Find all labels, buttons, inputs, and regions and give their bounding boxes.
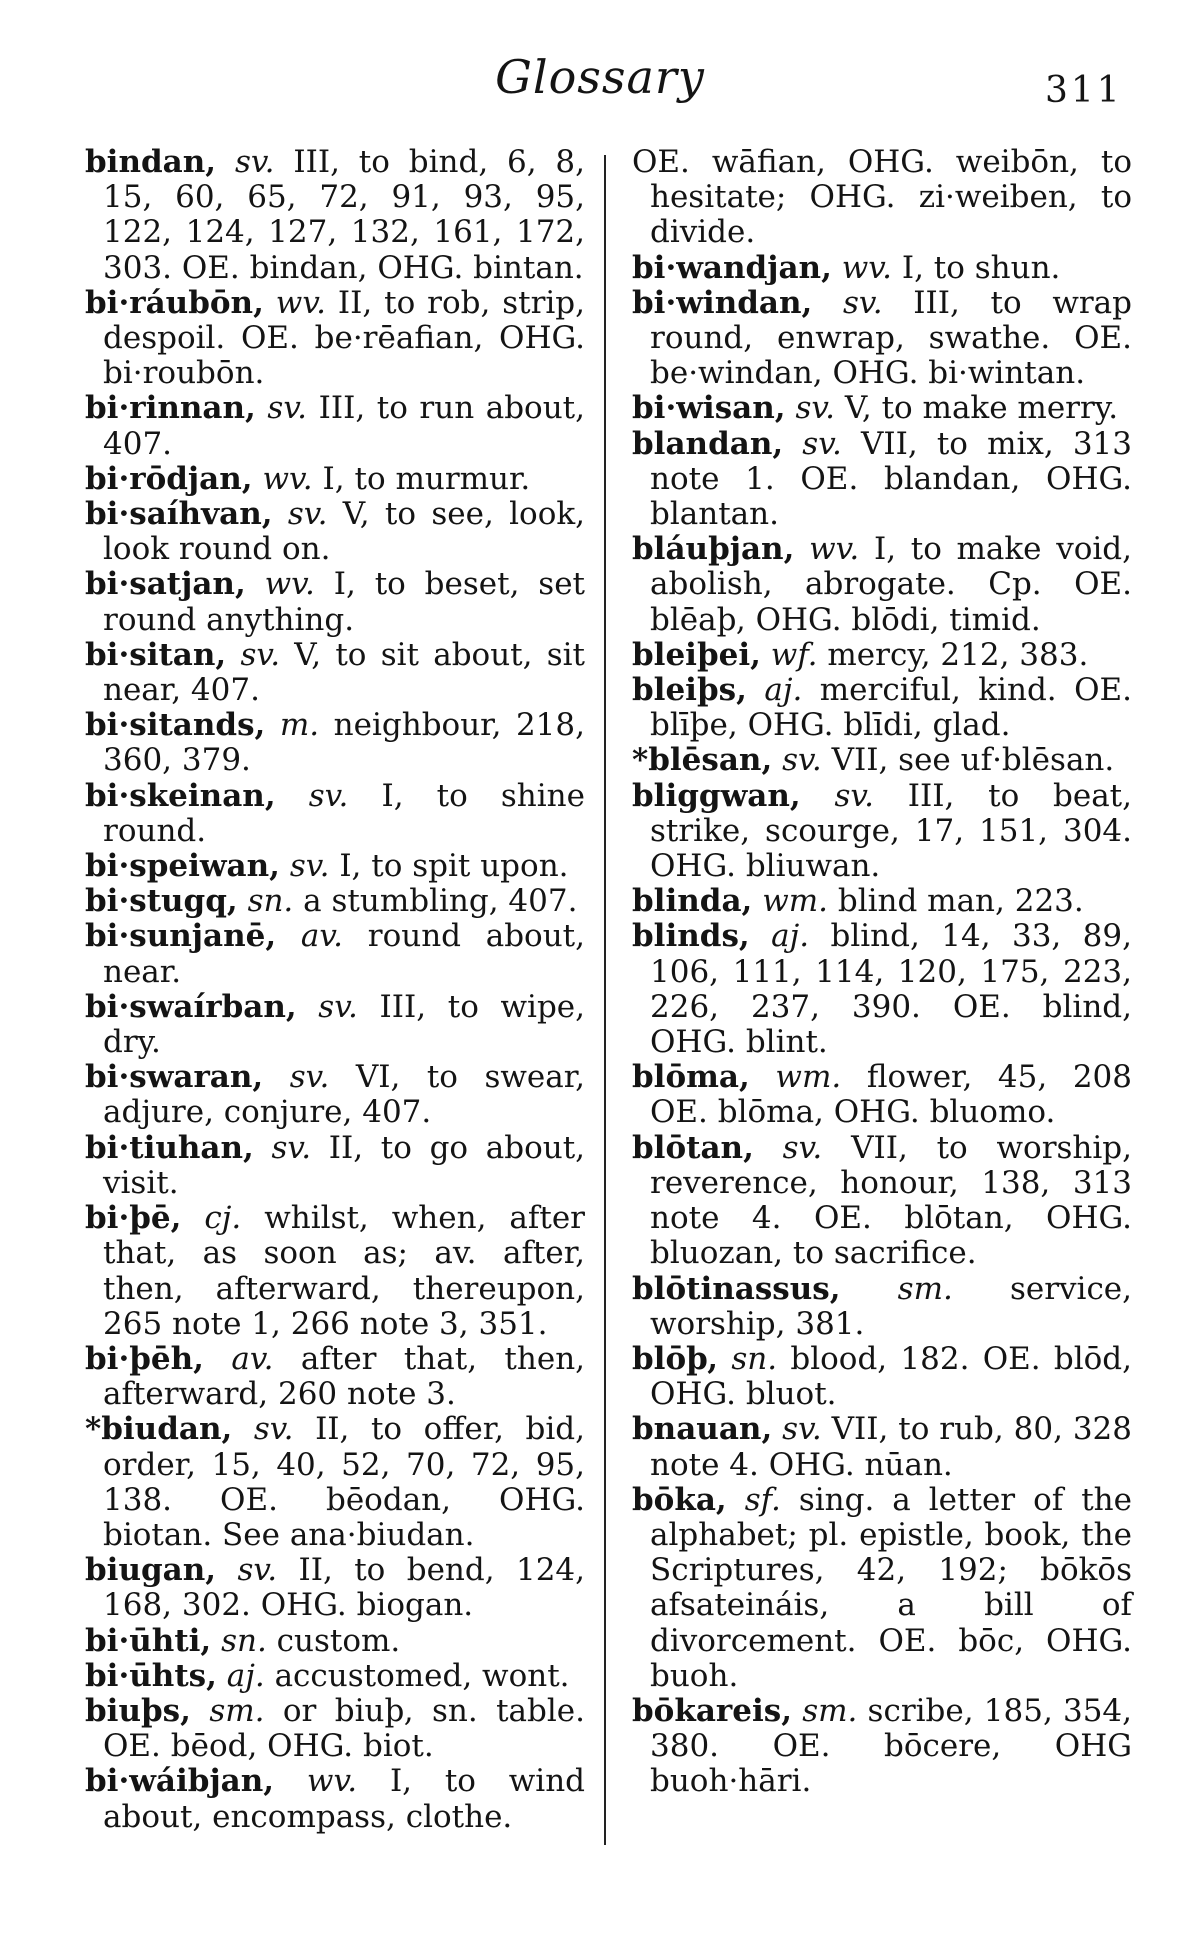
glossary-entry xyxy=(85,990,585,1060)
glossary-entry xyxy=(85,145,585,286)
entry-grammar: aj. xyxy=(771,918,810,955)
entry-grammar: sm. xyxy=(802,1692,858,1729)
glossary-left-column xyxy=(85,145,585,1835)
entry-definition: II, to go about, visit. xyxy=(103,1129,586,1201)
glossary-entry xyxy=(632,1483,1132,1694)
entry-definition: I, to shun. xyxy=(901,249,1061,286)
glossary-entry xyxy=(632,1694,1132,1800)
entry-grammar: sn. xyxy=(731,1340,778,1377)
entry-grammar: sv. xyxy=(802,425,842,462)
entry-grammar: aj. xyxy=(226,1657,265,1694)
entry-grammar: aj. xyxy=(764,672,803,709)
glossary-entry xyxy=(632,532,1132,638)
entry-grammar: m. xyxy=(279,707,320,744)
entry-grammar: wv. xyxy=(809,531,860,568)
entry-headword: bōka, xyxy=(632,1481,727,1518)
glossary-entry xyxy=(85,1764,585,1834)
entry-grammar: wm. xyxy=(762,883,828,920)
entry-definition: blood, 182. OE. blōd, OHG. bluot. xyxy=(650,1340,1133,1413)
entry-grammar: sv. xyxy=(237,1552,278,1589)
entry-grammar: cj. xyxy=(204,1200,242,1237)
entry-headword: bi·sunjanē, xyxy=(85,918,277,955)
glossary-entry xyxy=(85,1553,585,1623)
entry-headword: bindan, xyxy=(85,144,217,180)
entry-definition: accustomed, wont. xyxy=(274,1657,570,1694)
entry-definition: merciful, kind. OE. blīþe, OHG. blīdi, glad. xyxy=(650,672,1132,744)
entry-definition: I, to murmur. xyxy=(322,460,531,497)
glossary-entry xyxy=(632,1342,1132,1412)
glossary-entry xyxy=(632,743,1132,778)
entry-grammar: sf. xyxy=(744,1481,781,1518)
entry-headword: bleiþs, xyxy=(632,672,747,709)
entry-headword: bi·þēh, xyxy=(85,1340,204,1377)
entry-grammar: av. xyxy=(231,1340,274,1377)
entry-grammar: sv. xyxy=(267,390,308,427)
entry-headword: bleiþei, xyxy=(632,636,761,673)
entry-definition: after that, then, afterward, 260 note 3. xyxy=(103,1340,586,1413)
glossary-entry xyxy=(85,919,585,989)
entry-definition: blind, 14, 33, 89, 106, 111, 114, 120, 175, 223, 226, 237, 390. OE. blind, OHG. blint. xyxy=(650,918,1132,1061)
entry-headword: bi·swaírban, xyxy=(85,988,297,1025)
entry-definition: III, to bind, 6, 8, 15, 60, 65, 72, 91, 93, 95, 122, 124, 127, 132, 161, 172, 303. OE. bindan, OHG. bintan. xyxy=(103,144,586,286)
entry-definition: VII, to worship, reverence, honour, 138, 313 note 4. OE. blōtan, OHG. bluozan, to sacrifice. xyxy=(650,1129,1133,1272)
entry-headword: bi·ūhts, xyxy=(85,1657,217,1694)
glossary-entry xyxy=(632,673,1132,743)
glossary-entry xyxy=(85,884,585,919)
entry-definition: VII, to rub, 80, 328 note 4. OHG. nūan. xyxy=(650,1411,1132,1483)
entry-grammar: sv. xyxy=(782,1129,823,1166)
entry-headword: blinda, xyxy=(632,883,753,920)
entry-definition: VII, see uf·blēsan. xyxy=(831,742,1115,779)
entry-definition: III, to wrap round, enwrap, swathe. OE. be·windan, OHG. bi·wintan. xyxy=(650,284,1133,392)
entry-grammar: sv. xyxy=(318,988,358,1025)
entry-grammar: wf. xyxy=(770,636,818,673)
entry-headword: blōtan, xyxy=(632,1129,754,1166)
entry-headword: bi·þē, xyxy=(85,1200,182,1237)
entry-grammar: sv. xyxy=(240,636,281,673)
entry-grammar: wv. xyxy=(264,566,315,603)
entry-headword: bi·wáibjan, xyxy=(85,1763,275,1800)
glossary-entry xyxy=(85,1060,585,1130)
entry-definition: neighbour, 218, 360, 379. xyxy=(103,707,585,779)
entry-definition: blind man, 223. xyxy=(837,883,1084,920)
entry-definition: I, to wind about, encompass, clothe. xyxy=(103,1763,585,1835)
entry-grammar: sv. xyxy=(289,1059,330,1096)
glossary-entry xyxy=(85,391,585,461)
entry-definition: whilst, when, after that, as soon as; av. after, then, afterward, thereupon, 265 note 1, 266 note 3, 351. xyxy=(103,1200,585,1342)
entry-headword: bi·saíhvan, xyxy=(85,496,273,533)
entry-headword: bi·windan, xyxy=(632,284,813,321)
glossary-entry xyxy=(85,462,585,497)
entry-definition: VII, to mix, 313 note 1. OE. blandan, OHG. blantan. xyxy=(650,425,1132,533)
glossary-entry xyxy=(632,1272,1132,1342)
entry-headword: *biudan, xyxy=(85,1411,233,1448)
entry-headword: bi·stugq, xyxy=(85,883,238,920)
glossary-entry xyxy=(632,427,1132,533)
glossary-entry xyxy=(85,1201,585,1342)
entry-grammar: wv. xyxy=(841,249,892,286)
entry-definition: I, to shine round. xyxy=(103,777,585,849)
running-head-title: Glossary xyxy=(495,50,705,104)
entry-definition: I, to make void, abolish, abrogate. Cp. OE. blēaþ, OHG. blōdi, timid. xyxy=(650,531,1132,638)
entry-headword: bi·ráubōn, xyxy=(85,284,264,321)
entry-headword: bi·ūhti, xyxy=(85,1622,212,1659)
entry-headword: bi·rinnan, xyxy=(85,390,256,427)
entry-grammar: sv. xyxy=(834,777,875,814)
entry-definition: service, worship, 381. xyxy=(650,1270,1132,1342)
entry-headword: bi·wandjan, xyxy=(632,249,832,286)
entry-headword: bi·skeinan, xyxy=(85,777,276,814)
glossary-entry xyxy=(85,497,585,567)
entry-headword: bi·wisan, xyxy=(632,390,786,427)
entry-definition: sing. a letter of the alphabet; pl. epistle, book, the Scriptures, 42, 192; bōkōs afsateináis, a bill of divorcement. OE. bōc, OHG. buoh. xyxy=(650,1481,1132,1694)
entry-headword: bliggwan, xyxy=(632,777,801,814)
entry-definition: V, to make merry. xyxy=(844,390,1119,427)
glossary-entry xyxy=(85,567,585,637)
entry-grammar: sv. xyxy=(782,742,822,779)
glossary-entry xyxy=(632,1412,1132,1482)
entry-definition: III, to wipe, dry. xyxy=(103,988,585,1061)
entry-grammar: sm. xyxy=(897,1270,953,1307)
entry-headword: bláuþjan, xyxy=(632,531,795,568)
glossary-entry xyxy=(85,1659,585,1694)
entry-definition: mercy, 212, 383. xyxy=(827,636,1089,673)
entry-grammar: sv. xyxy=(308,777,349,814)
entry-grammar: sv. xyxy=(289,848,330,885)
entry-grammar: wm. xyxy=(775,1059,842,1096)
entry-headword: bi·swaran, xyxy=(85,1059,264,1096)
entry-headword: bi·rōdjan, xyxy=(85,460,253,497)
glossary-entry xyxy=(632,779,1132,885)
entry-headword: bi·satjan, xyxy=(85,566,246,603)
entry-definition: I, to beset, set round anything. xyxy=(103,566,586,638)
glossary-entry xyxy=(632,391,1132,426)
entry-headword: blōma, xyxy=(632,1059,750,1096)
entry-headword: bi·sitan, xyxy=(85,636,227,673)
entry-definition: custom. xyxy=(276,1622,401,1659)
entry-grammar: sv. xyxy=(253,1411,294,1448)
entry-headword: blōþ, xyxy=(632,1340,719,1377)
entry-grammar: wv. xyxy=(262,460,313,497)
entry-headword: blandan, xyxy=(632,425,784,462)
entry-headword: bnauan, xyxy=(632,1411,773,1448)
entry-headword: blōtinassus, xyxy=(632,1270,841,1307)
entry-grammar: sn. xyxy=(247,883,294,920)
entry-definition: scribe, 185, 354, 380. OE. bōcere, OHG buoh·hāri. xyxy=(650,1692,1132,1800)
entry-headword: bōkareis, xyxy=(632,1692,792,1729)
glossary-entry xyxy=(85,1412,585,1553)
entry-grammar: wv. xyxy=(275,284,327,321)
entry-headword: biugan, xyxy=(85,1552,217,1589)
entry-grammar: sm. xyxy=(209,1692,265,1729)
entry-grammar: sv. xyxy=(271,1129,312,1166)
entry-definition: V, to see, look, look round on. xyxy=(103,496,586,568)
glossary-entry xyxy=(85,849,585,884)
glossary-entry xyxy=(632,638,1132,673)
entry-headword: bi·speiwan, xyxy=(85,848,280,885)
entry-definition: II, to offer, bid, order, 15, 40, 52, 70, 72, 95, 138. OE. bēodan, OHG. biotan. See ana·biudan. xyxy=(103,1411,585,1553)
entry-headword: *blēsan, xyxy=(632,742,773,779)
entry-grammar: wv. xyxy=(306,1763,358,1800)
entry-definition: III, to beat, strike, scourge, 17, 151, 304. OHG. bliuwan. xyxy=(650,777,1132,885)
entry-definition: round about, near. xyxy=(103,918,585,990)
glossary-entry xyxy=(85,638,585,708)
entry-headword: bi·tiuhan, xyxy=(85,1129,254,1166)
glossary-entry xyxy=(85,286,585,392)
entry-grammar: sv. xyxy=(287,496,328,533)
entry-definition: II, to bend, 124, 168, 302. OHG. biogan. xyxy=(103,1552,585,1624)
entry-definition: VI, to swear, adjure, conjure, 407. xyxy=(103,1059,585,1131)
column-divider xyxy=(604,155,606,1845)
entry-grammar: sn. xyxy=(221,1622,267,1659)
glossary-entry xyxy=(85,779,585,849)
glossary-entry xyxy=(85,1342,585,1412)
entry-definition: flower, 45, 208 OE. blōma, OHG. bluomo. xyxy=(650,1059,1132,1131)
glossary-entry xyxy=(85,1131,585,1201)
entry-headword: biuþs, xyxy=(85,1692,191,1729)
entry-definition: I, to spit upon. xyxy=(339,848,569,885)
entry-grammar: sv. xyxy=(795,390,836,427)
entry-grammar: av. xyxy=(300,918,344,955)
entry-definition: II, to rob, strip, despoil. OE. be·rēafian, OHG. bi·roubōn. xyxy=(103,284,585,392)
entry-headword: blinds, xyxy=(632,918,750,955)
glossary-entry xyxy=(632,1060,1132,1130)
entry-definition: V, to sit about, sit near, 407. xyxy=(103,636,585,709)
entry-grammar: sv. xyxy=(234,144,275,180)
entry-definition: III, to run about, 407. xyxy=(103,390,585,462)
glossary-entry xyxy=(632,251,1132,286)
glossary-entry xyxy=(632,286,1132,392)
entry-definition: or biuþ, sn. table. OE. bēod, OHG. biot. xyxy=(103,1692,585,1765)
glossary-entry xyxy=(632,145,1132,251)
glossary-entry xyxy=(632,919,1132,1060)
entry-grammar: sv. xyxy=(843,284,883,321)
glossary-entry xyxy=(85,1624,585,1659)
glossary-entry xyxy=(632,1131,1132,1272)
glossary-entry xyxy=(85,1694,585,1764)
entry-definition: OE. wāfian, OHG. weibōn, to hesitate; OHG. zi·weiben, to divide. xyxy=(632,144,1132,251)
glossary-entry xyxy=(85,708,585,778)
entry-definition: a stumbling, 407. xyxy=(303,883,578,920)
glossary-right-column xyxy=(632,145,1132,1800)
entry-grammar: sv. xyxy=(782,1411,822,1448)
page-number: 311 xyxy=(1045,70,1123,111)
glossary-entry xyxy=(632,884,1132,919)
entry-headword: bi·sitands, xyxy=(85,707,266,744)
